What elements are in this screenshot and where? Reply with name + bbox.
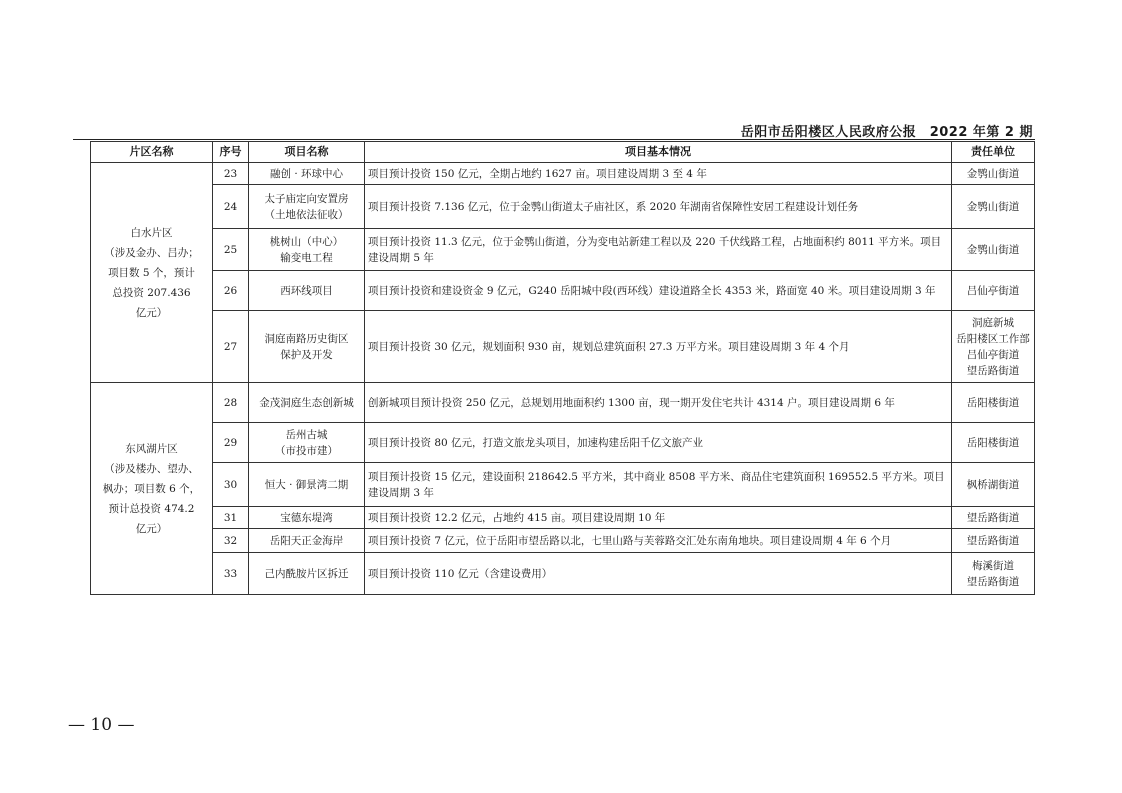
table-row (91, 423, 1035, 463)
project-info-cell: 创新城项目预计投资 250 亿元，总规划用地面积约 1300 亩，现一期开发住宅共计 4314 户。项目建设周期 6 年 (365, 383, 952, 423)
table-row (91, 529, 1035, 553)
project-name-cell: 岳州古城 （市投市建） (249, 423, 365, 463)
table-row (91, 229, 1035, 271)
project-name-cell: 己内酰胺片区拆迁 (249, 553, 365, 595)
table-row (91, 163, 1035, 185)
district-cell: 东风湖片区 （涉及楼办、望办、 枫办；项目数 6 个， 预计总投资 474.2 亿元） (91, 383, 213, 595)
project-name-cell: 宝德东堤湾 (249, 507, 365, 529)
project-number-cell: 24 (213, 185, 249, 229)
responsible-unit-cell: 梅溪街道 望岳路街道 (952, 553, 1035, 595)
project-info-cell: 项目预计投资 80 亿元，打造文旅龙头项目，加速构建岳阳千亿文旅产业 (365, 423, 952, 463)
project-number-cell: 27 (213, 311, 249, 383)
project-info-cell: 项目预计投资 110 亿元（含建设费用） (365, 553, 952, 595)
project-name-cell: 太子庙定向安置房 （土地依法征收） (249, 185, 365, 229)
project-number-cell: 28 (213, 383, 249, 423)
responsible-unit-cell: 望岳路街道 (952, 507, 1035, 529)
project-info-cell: 项目预计投资 7 亿元，位于岳阳市望岳路以北，七里山路与芙蓉路交汇处东南角地块。项目建设周期 4 年 6 个月 (365, 529, 952, 553)
responsible-unit-cell: 吕仙亭街道 (952, 271, 1035, 311)
project-name-cell: 岳阳天正金海岸 (249, 529, 365, 553)
project-info-cell: 项目预计投资 11.3 亿元，位于金鹗山街道，分为变电站新建工程以及 220 千伏线路工程，占地面积约 8011 平方米。项目建设周期 5 年 (365, 229, 952, 271)
project-number-cell: 31 (213, 507, 249, 529)
project-name-cell: 恒大 · 御景湾二期 (249, 463, 365, 507)
project-info-cell: 项目预计投资 15 亿元，建设面积 218642.5 平方米，其中商业 8508 平方米、商品住宅建筑面积 169552.5 平方米。项目建设周期 3 年 (365, 463, 952, 507)
table-row (91, 463, 1035, 507)
project-number-cell: 32 (213, 529, 249, 553)
project-name-cell: 洞庭南路历史街区 保护及开发 (249, 311, 365, 383)
header-responsible-unit: 责任单位 (952, 142, 1035, 163)
project-number-cell: 29 (213, 423, 249, 463)
project-number-cell: 26 (213, 271, 249, 311)
table-header-row (91, 142, 1035, 163)
table-row (91, 271, 1035, 311)
project-info-cell: 项目预计投资 150 亿元，全期占地约 1627 亩。项目建设周期 3 至 4 年 (365, 163, 952, 185)
header-number: 序号 (213, 142, 249, 163)
table-row (91, 311, 1035, 383)
project-number-cell: 30 (213, 463, 249, 507)
responsible-unit-cell: 望岳路街道 (952, 529, 1035, 553)
header-district: 片区名称 (91, 142, 213, 163)
project-number-cell: 25 (213, 229, 249, 271)
responsible-unit-cell: 金鹗山街道 (952, 229, 1035, 271)
page-number: — 10 — (68, 715, 135, 735)
project-name-cell: 桃树山（中心） 输变电工程 (249, 229, 365, 271)
page-header (73, 121, 1035, 140)
project-info-cell: 项目预计投资 30 亿元，规划面积 930 亩，规划总建筑面积 27.3 万平方米。项目建设周期 3 年 4 个月 (365, 311, 952, 383)
table-row (91, 383, 1035, 423)
district-cell: 白水片区 （涉及金办、吕办； 项目数 5 个，预计 总投资 207.436 亿元） (91, 163, 213, 383)
project-info-cell: 项目预计投资 12.2 亿元，占地约 415 亩。项目建设周期 10 年 (365, 507, 952, 529)
responsible-unit-cell: 洞庭新城 岳阳楼区工作部 吕仙亭街道 望岳路街道 (952, 311, 1035, 383)
project-info-cell: 项目预计投资和建设资金 9 亿元，G240 岳阳城中段(西环线）建设道路全长 4353 米，路面宽 40 米。项目建设周期 3 年 (365, 271, 952, 311)
header-project-name: 项目名称 (249, 142, 365, 163)
project-info-cell: 项目预计投资 7.136 亿元，位于金鹗山街道太子庙社区，系 2020 年湖南省保障性安居工程建设计划任务 (365, 185, 952, 229)
responsible-unit-cell: 金鹗山街道 (952, 163, 1035, 185)
header-project-info: 项目基本情况 (365, 142, 952, 163)
project-table (90, 141, 1035, 595)
responsible-unit-cell: 枫桥湖街道 (952, 463, 1035, 507)
table-row (91, 507, 1035, 529)
responsible-unit-cell: 岳阳楼街道 (952, 423, 1035, 463)
project-name-cell: 金茂洞庭生态创新城 (249, 383, 365, 423)
bulletin-title: 岳阳市岳阳楼区人民政府公报 2022 年第 2 期 (740, 125, 1033, 140)
table-row (91, 185, 1035, 229)
project-name-cell: 西环线项目 (249, 271, 365, 311)
project-name-cell: 融创 · 环球中心 (249, 163, 365, 185)
table-row (91, 553, 1035, 595)
project-number-cell: 33 (213, 553, 249, 595)
responsible-unit-cell: 岳阳楼街道 (952, 383, 1035, 423)
responsible-unit-cell: 金鹗山街道 (952, 185, 1035, 229)
project-number-cell: 23 (213, 163, 249, 185)
